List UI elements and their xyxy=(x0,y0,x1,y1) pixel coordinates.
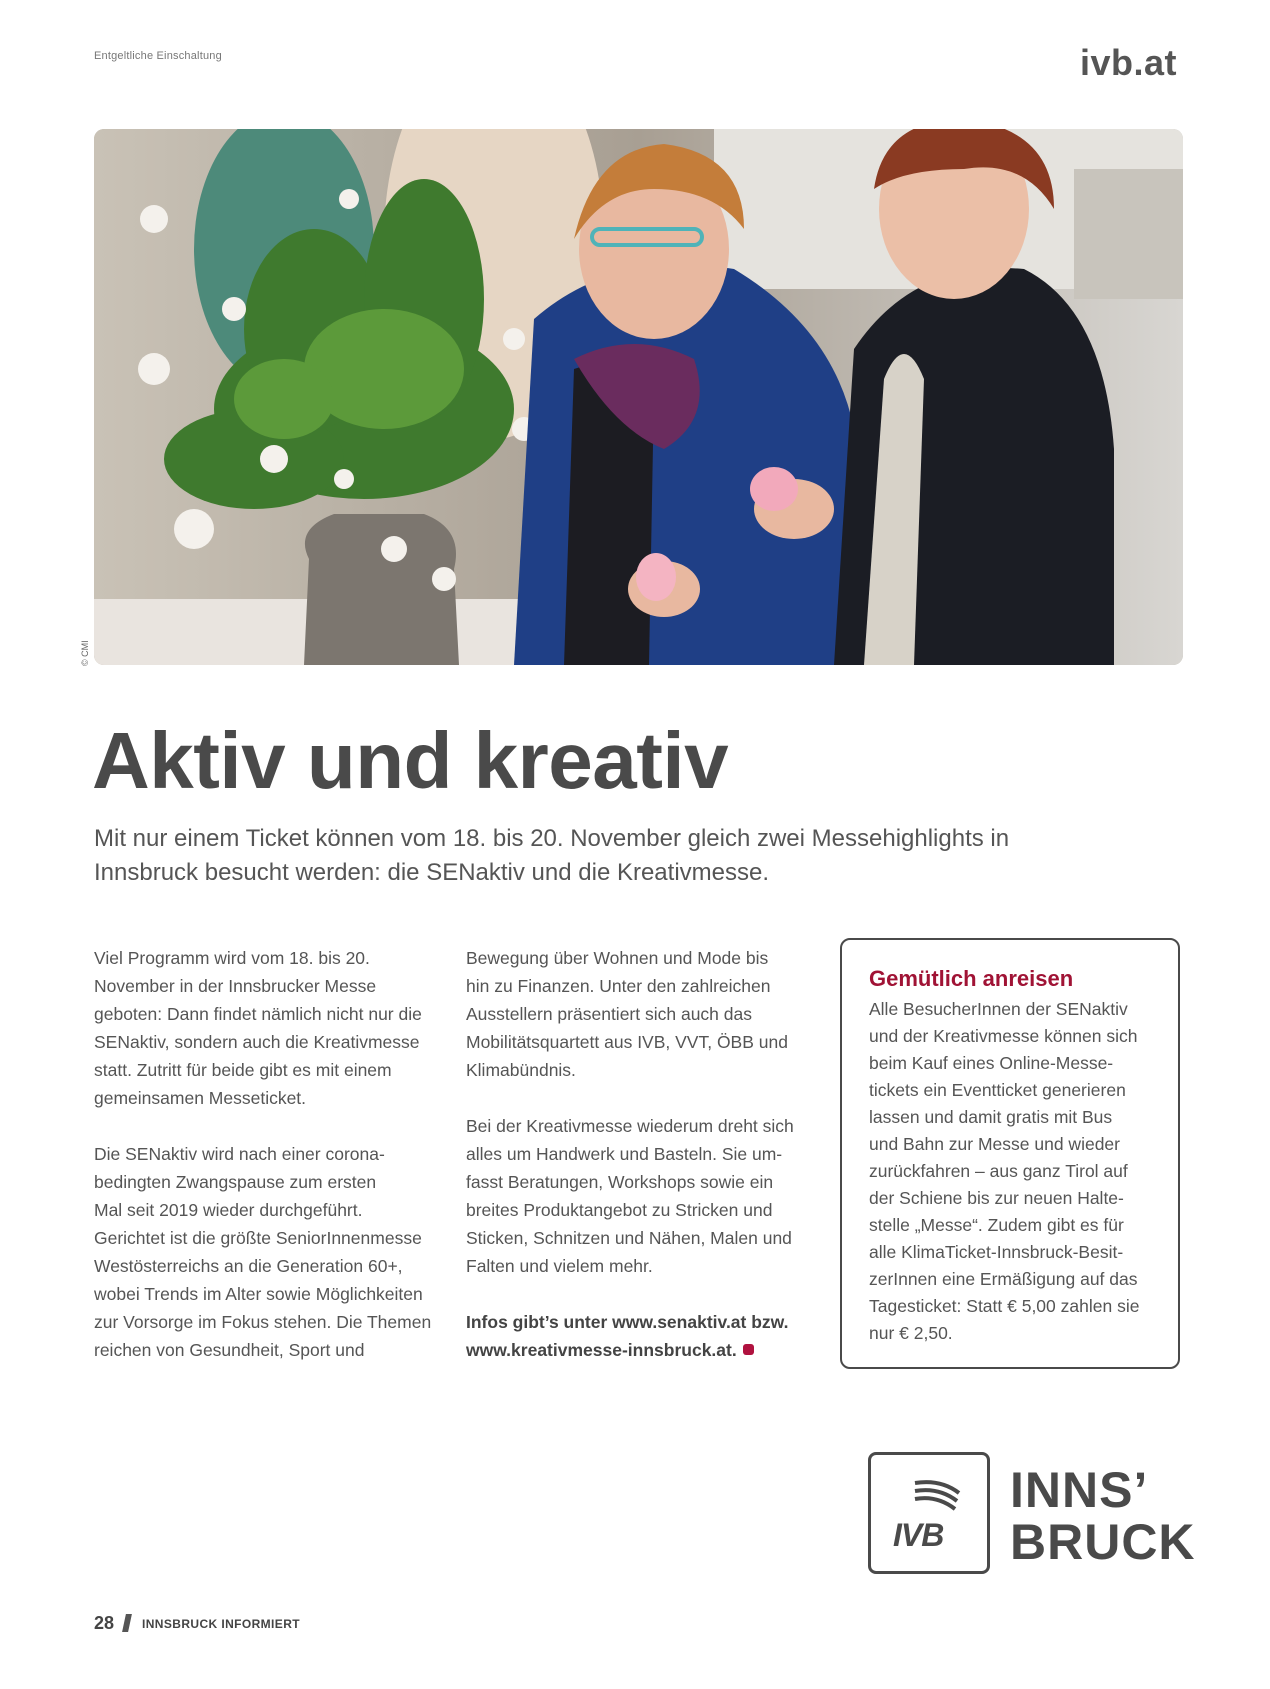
hero-photo-illustration xyxy=(94,129,1183,665)
paragraph: Bewegung über Wohnen und Mode bis hin zu Finanzen. Unter den zahlreichen Ausstellern präsentiert sich auch das Mobilitätsquartett aus IVB, VVT, ÖBB und Klimabündnis. xyxy=(466,948,788,1080)
sidebar-text: Alle BesucherInnen der SENaktiv und der Kreativmesse können sich beim Kauf eines Online-Messe- tickets ein Eventticket generieren lassen und damit gratis mit Bus und Bahn zur Messe und wieder zurückfahren – aus ganz Tirol auf der Schiene bis zur neuen Halte- stelle „Messe“. Zudem gibt es für alle KlimaTicket-Innsbruck-Besit- zerInnen eine Ermäßigung auf das Tagesticket: Statt € 5,00 zahlen sie nur € 2,50. xyxy=(869,999,1140,1343)
info-links: Infos gibt’s unter www.senaktiv.at bzw. www.kreativmesse-innsbruck.at. xyxy=(466,1312,789,1360)
ivb-logo xyxy=(868,1452,990,1574)
page-number: 28 xyxy=(94,1613,115,1633)
innsbruck-logo xyxy=(1010,1464,1196,1568)
article-column-2 xyxy=(466,944,816,1392)
publication-name: INNSBRUCK INFORMIERT xyxy=(142,1617,300,1631)
site-url: ivb.at xyxy=(1079,42,1177,83)
ad-label: Entgeltliche Einschaltung xyxy=(94,50,222,62)
sidebar-title: Gemütlich anreisen xyxy=(869,966,1074,991)
article-title: Aktiv und kreativ xyxy=(92,716,729,805)
paragraph: Viel Programm wird vom 18. bis 20. November in der Innsbrucker Messe geboten: Dann findet nämlich nicht nur die SENaktiv, sondern auch die Kreativmesse statt. Zutritt für beide gibt es mit einem gemeinsamen Messeticket. xyxy=(94,948,422,1108)
ivb-logo-text: IVB xyxy=(893,1517,944,1553)
paragraph: Bei der Kreativmesse wiederum dreht sich alles um Handwerk und Basteln. Sie um- fasst Beratungen, Workshops sowie ein breites Produktangebot zu Stricken und Sticken, Schnitzen und Nähen, Malen und Falten und vielem mehr. xyxy=(466,1116,794,1276)
innsbruck-logo-line1: INNS’ xyxy=(1010,1462,1149,1518)
hero-photo xyxy=(94,129,1183,665)
end-of-article-mark xyxy=(743,1344,754,1355)
footer-divider xyxy=(122,1614,132,1632)
info-links-paragraph xyxy=(466,1308,816,1364)
ivb-swoosh-icon xyxy=(911,1477,961,1517)
photo-credit: © CMI xyxy=(80,640,90,666)
article-column-1 xyxy=(94,944,444,1392)
article-lead: Mit nur einem Ticket können vom 18. bis 20. November gleich zwei Messehighlights in Innsbruck besucht werden: die SENaktiv und die Kreativmesse. xyxy=(94,825,1010,886)
paragraph: Die SENaktiv wird nach einer corona- bedingten Zwangspause zum ersten Mal seit 2019 wieder durchgeführt. Gerichtet ist die größte SeniorInnenmesse Westösterreichs an die Generation 60+, wobei Trends im Alter sowie Möglichkeiten zur Vorsorge im Fokus stehen. Die Themen reichen von Gesundheit, Sport und xyxy=(94,1144,432,1360)
innsbruck-logo-line2: BRUCK xyxy=(1010,1514,1196,1570)
